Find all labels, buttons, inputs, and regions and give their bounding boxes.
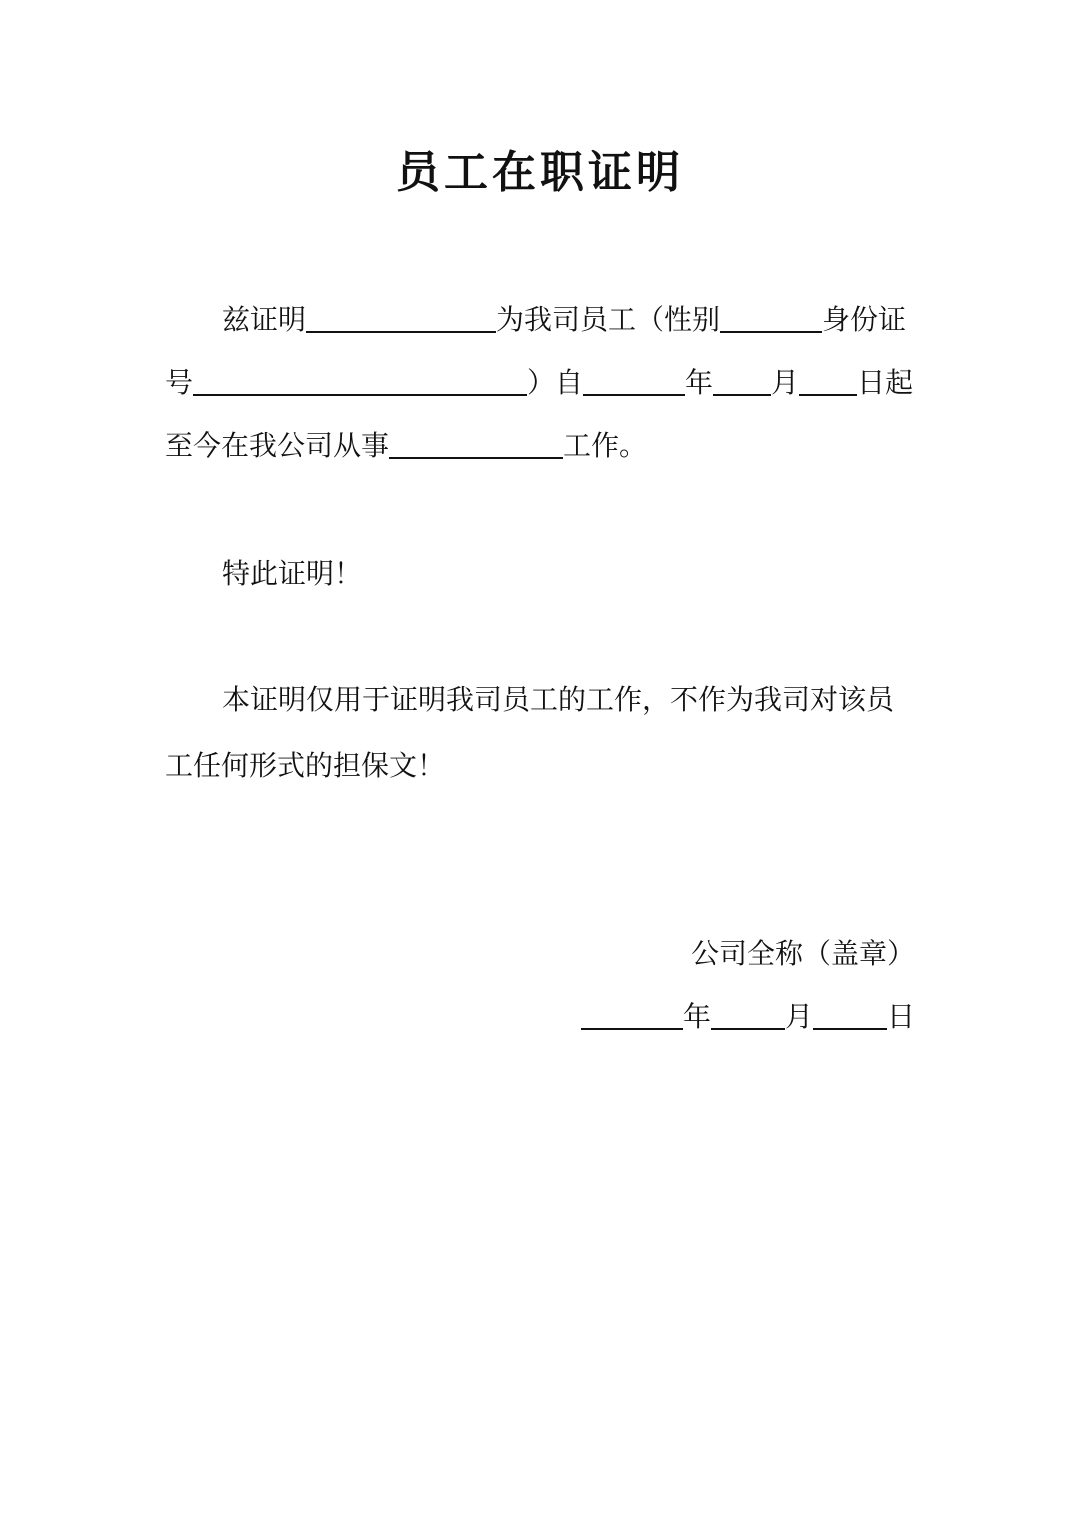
sign-day-blank bbox=[813, 994, 887, 1030]
text-segment: 年 bbox=[682, 1000, 711, 1033]
text-segment: 兹证明 bbox=[222, 303, 307, 336]
name-blank bbox=[306, 297, 496, 333]
text-segment: 月 bbox=[784, 1000, 813, 1033]
text-segment: 日起 bbox=[857, 366, 914, 399]
para1-line3 bbox=[165, 421, 647, 471]
text-segment: 号 bbox=[165, 366, 194, 399]
text-segment: 身份证 bbox=[822, 303, 907, 336]
start-month-blank bbox=[713, 360, 771, 396]
text-segment: 为我司员工（性别 bbox=[496, 303, 721, 336]
gender-blank bbox=[720, 297, 822, 333]
para3-line2: 工任何形式的担保文！ bbox=[165, 749, 446, 782]
id-number-blank bbox=[193, 360, 527, 396]
text-segment: 至今在我公司从事 bbox=[165, 429, 390, 462]
text-segment: 日 bbox=[886, 1000, 915, 1033]
position-blank bbox=[389, 423, 563, 459]
text-segment: 月 bbox=[771, 366, 800, 399]
company-seal-label: 公司全称（盖章） bbox=[690, 937, 915, 970]
signature-date bbox=[581, 992, 915, 1042]
text-segment: 年 bbox=[685, 366, 714, 399]
para3-line1: 本证明仅用于证明我司员工的工作，不作为我司对该员 bbox=[222, 683, 895, 716]
sign-year-blank bbox=[581, 994, 683, 1030]
para1-line2 bbox=[165, 358, 913, 408]
para1-line1 bbox=[222, 295, 906, 345]
document-title: 员工在职证明 bbox=[396, 147, 684, 198]
sign-month-blank bbox=[711, 994, 785, 1030]
start-year-blank bbox=[583, 360, 685, 396]
text-segment: 工作。 bbox=[563, 429, 648, 462]
start-day-blank bbox=[799, 360, 857, 396]
paragraph-certify: 特此证明！ bbox=[222, 557, 363, 590]
text-segment: ）自 bbox=[527, 366, 584, 399]
